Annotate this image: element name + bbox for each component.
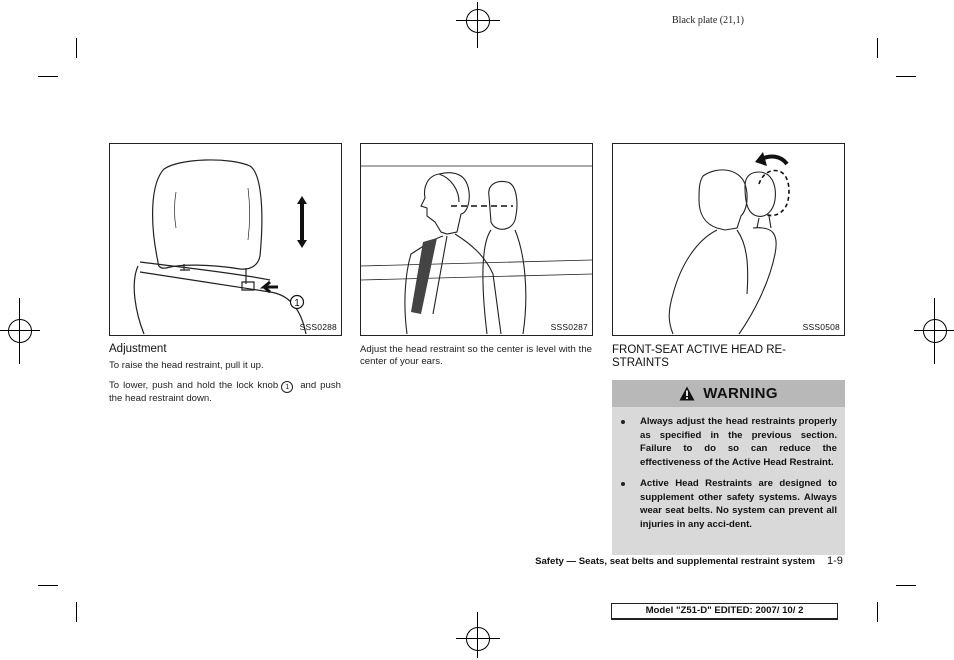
figure-head-restraint-level xyxy=(360,143,593,336)
knob-number: 1 xyxy=(281,381,293,393)
warning-box xyxy=(612,380,845,555)
list-item xyxy=(612,415,845,469)
head-restraint-illustration xyxy=(110,144,341,335)
heading-line-1: FRONT-SEAT ACTIVE HEAD RE- xyxy=(612,344,787,356)
figure-code: SSS0508 xyxy=(802,322,840,332)
warning-triangle-icon xyxy=(679,386,695,401)
warning-header xyxy=(612,380,845,407)
raise-instruction: To raise the head restraint, pull it up. xyxy=(109,360,264,371)
figure-active-head-restraint xyxy=(612,143,845,336)
figure-head-restraint-adjustment xyxy=(109,143,342,336)
figure-code: SSS0288 xyxy=(299,322,337,332)
warning-item-text: Active Head Restraints are designed to supplement other safety systems. Always wear seat belts. No system can prevent all injuries in any acci-dent. xyxy=(640,478,837,530)
warning-title: WARNING xyxy=(703,385,778,402)
adjustment-heading: Adjustment xyxy=(109,343,167,355)
model-edited-box: Model "Z51-D" EDITED: 2007/ 10/ 2 xyxy=(611,603,838,620)
bullet-icon xyxy=(621,482,625,486)
warning-item-text: Always adjust the head restraints properly as specified in the previous section. Failure to do so can reduce the effectiveness of the Active Head Restraint. xyxy=(640,416,837,468)
figure-code: SSS0287 xyxy=(550,322,588,332)
level-instruction: Adjust the head restraint so the center is level with the center of your ears. xyxy=(360,344,592,367)
heading-line-2: STRAINTS xyxy=(612,357,669,369)
list-item xyxy=(612,477,845,531)
section-footer-title: Safety — Seats, seat belts and supplemental restraint system xyxy=(535,556,815,567)
active-head-restraints-heading xyxy=(612,344,845,370)
bullet-icon xyxy=(621,420,625,424)
page-number: 1-9 xyxy=(827,555,843,567)
plate-label: Black plate (21,1) xyxy=(672,15,744,26)
warning-list xyxy=(612,415,845,539)
lower-instruction xyxy=(109,380,341,405)
active-head-restraint-illustration xyxy=(613,144,844,335)
callout-1-label: 1 xyxy=(294,298,300,309)
driver-head-restraint-illustration xyxy=(361,144,592,335)
lower-text-end: and push the head restraint down. xyxy=(109,380,341,404)
lower-text-start: To lower, push and hold the lock knob xyxy=(109,380,279,391)
